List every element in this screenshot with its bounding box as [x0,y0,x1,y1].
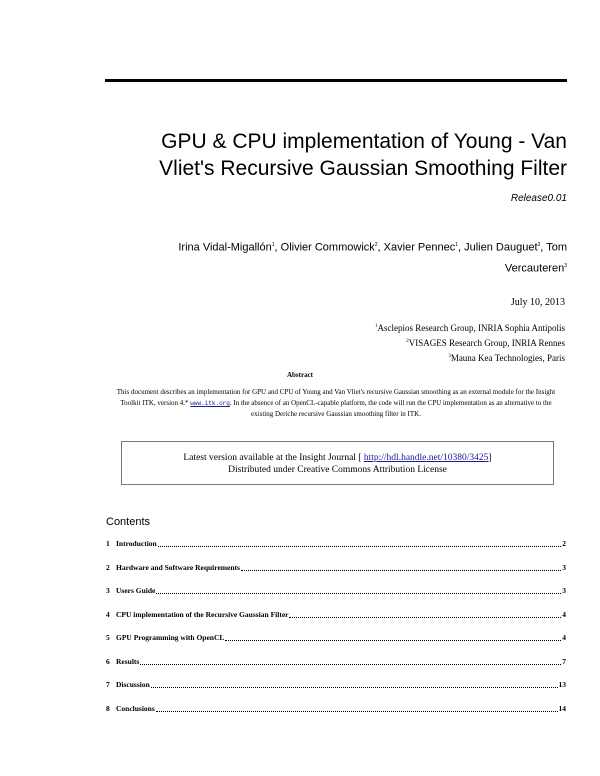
author-name: Olivier Commowick [280,241,375,254]
affiliation-list [375,320,565,365]
header-rule [105,79,567,82]
toc-entry[interactable]: 3 Users Guide 3 [106,586,566,595]
toc-entry[interactable]: 1 Introduction 2 [106,539,566,548]
release-label: Release0.01 [510,193,567,204]
author-name: Tom [546,241,567,254]
toc-entry[interactable]: 6 Results 7 [106,656,566,666]
toc-entry[interactable]: 4 CPU implementation of the Recursive Gaussian Filter 4 [106,609,566,619]
author-name: Julien Dauguet [464,241,538,254]
paper-title [105,128,567,182]
handle-link[interactable]: http://hdl.handle.net/10380/3425 [363,453,489,463]
table-of-contents [106,539,566,727]
license-text: Distributed under Creative Commons Attribution License [228,465,447,475]
author-name: Xavier Pennec [383,241,456,254]
author-name: Vercauteren [504,262,565,275]
affiliation-item: $^1$Asclepios Research Group, INRIA Sophia Antipolis [375,323,565,333]
title-line-2: Vliet's Recursive Gaussian Smoothing Filter [159,157,567,180]
affiliation-item: $^3$Mauna Kea Technologies, Paris [448,353,565,363]
toc-entry[interactable]: 7 Discussion 13 [106,680,566,689]
abstract-text: This document describes an implementation for GPU and CPU of Young and Van Vliet's recursive Gaussian smoothing as an external module for the Insight Toolkit ITK, version 4.* www.itk.org. In the absence of an OpenCL-capable platform, the code will run the CPU implementation as an alternative to the existing Deriche recursive Gaussian smoothing filter in ITK. [116,388,556,418]
publication-date: July 10, 2013 [510,297,565,308]
toc-entry[interactable]: 8 Conclusions 14 [106,703,566,713]
abstract-heading: Abstract [286,371,314,379]
itk-link[interactable]: www.itk.org [190,400,230,407]
toc-entry[interactable]: 5 GPU Programming with OpenCL 4 [106,633,566,642]
author-list: Irina Vidal-Migallón$^1$, Olivier Commowick$^2$, Xavier Pennec$^1$, Julien Dauguet$^3$, Tom Vercauteren$^3$ [178,241,567,275]
journal-info-box: Latest version available at the Insight Journal [ http://hdl.handle.net/10380/3425] Distributed under Creative Commons Attribution License [121,441,554,485]
toc-entry[interactable]: 2 Hardware and Software Requirements 3 [106,562,566,572]
author-name: Irina Vidal-Migallón [178,241,272,254]
title-line-1: GPU & CPU implementation of Young - Van [161,130,567,153]
contents-heading: Contents [106,516,151,528]
affiliation-item: $^2$VISAGES Research Group, INRIA Rennes [406,338,565,348]
